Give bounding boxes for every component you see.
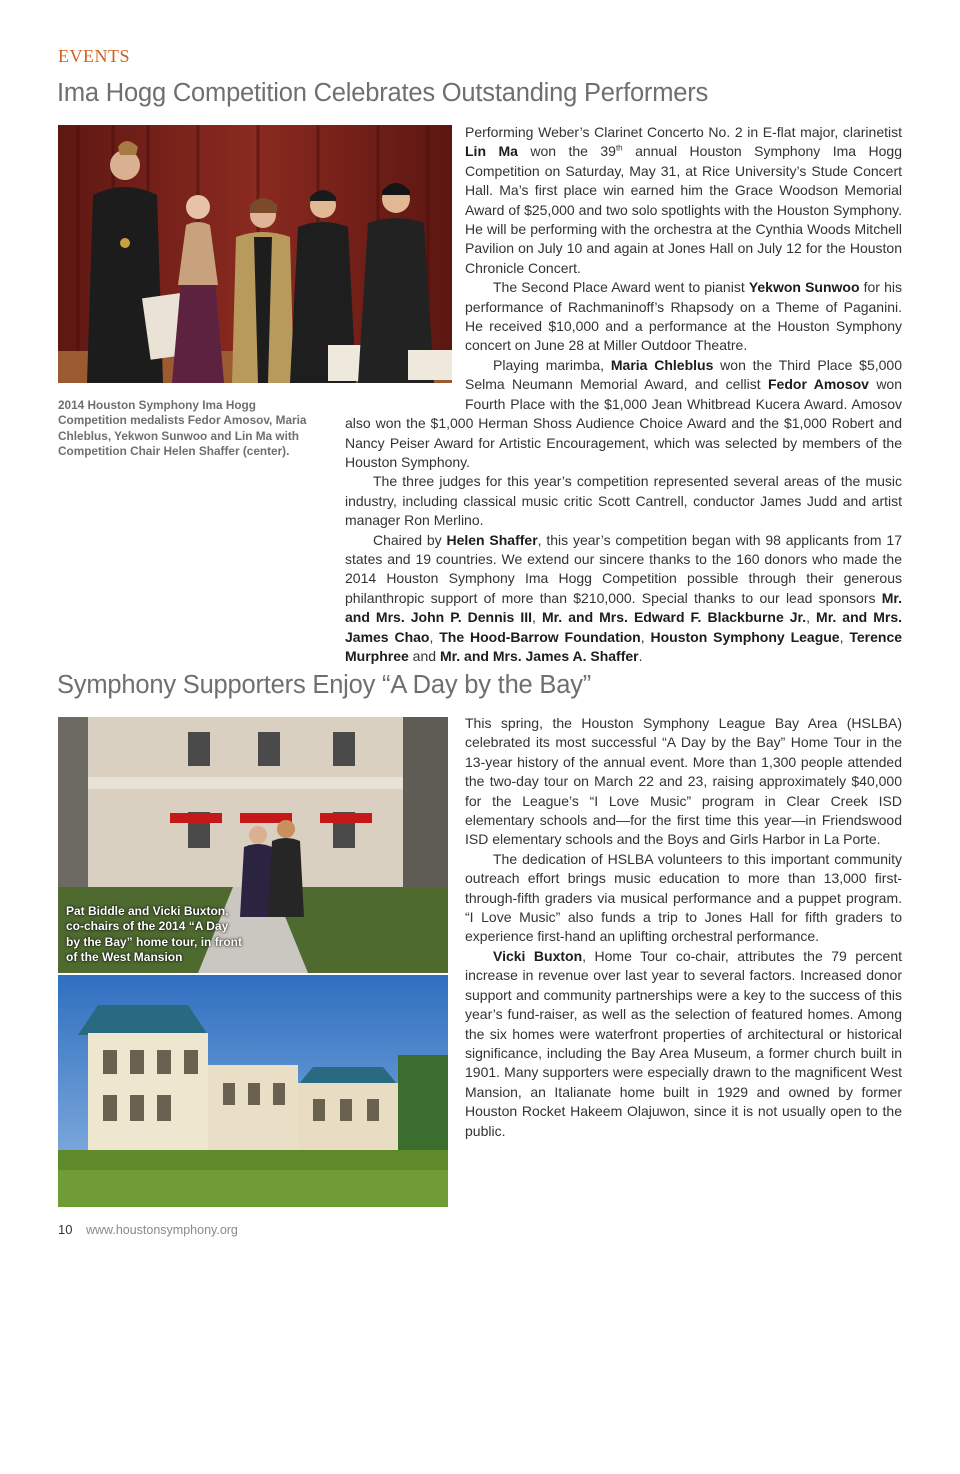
photo-caption-co-chairs: Pat Biddle and Vicki Buxton, co-chairs of the 2014 “A Day by the Bay” home tour, in front of the West Mansion (66, 904, 243, 965)
page-number: 10 (58, 1222, 73, 1237)
section-label: EVENTS (58, 46, 130, 66)
article-body-competition (345, 123, 902, 666)
paragraph: This spring, the Houston Symphony League Bay Area (HSLBA) celebrated its most successful “A Day by the Bay” Home Tour in the 13-year history of the annual event. More than 1,300 people attended the two-day tour on March 22 and 23, raising approximately $40,000 for the League’s “I Love Music” program in Clear Creek ISD elementary schools and—for the first time this year—in Friendswood ISD elementary schools and the Boys and Girls Harbor in La Porte. (465, 715, 902, 848)
article-headline-competition: Ima Hogg Competition Celebrates Outstanding Performers (57, 79, 709, 107)
paragraph: Vicki Buxton, Home Tour co-chair, attributes the 79 percent increase in revenue over last year to several factors. Increased donor support and community partnerships were a key to the success of this year’s fund-raiser, as well as the selection of featured homes. Among the six homes were waterfront properties of architectural or historical significance, including the Bay Area Museum, a former church built in 1901. Many supporters were especially drawn to the magnificent West Mansion, an Italianate home built in 1929 and owned by former Houston Rocket Hakeem Olajuwon, since it is not usually open to the public. (465, 947, 902, 1139)
paragraph: The three judges for this year’s competition represented several areas of the music industry, including classical music critic Scott Cantrell, conductor James Judd and artist manager Ron Merlino. (345, 473, 902, 529)
article-body-day-by-the-bay (345, 714, 902, 1474)
paragraph: Playing marimba, Maria Chleblus won the Third Place $5,000 Selma Neumann Memorial Award, and cellist Fedor Amosov won Fourth Place with the $1,000 Jean Whitbread Kucera Award. Amosov also won the $1,000 Herman Shoss Audience Choice Award and the $1,000 Robert and Nancy Peiser Award for Artistic Encouragement, which was selected by members of the Houston Symphony. (345, 356, 903, 470)
photo-caption-medalists: 2014 Houston Symphony Ima Hogg Competition medalists Fedor Amosov, Maria Chleblus, Yekwon Sunwoo and Lin Ma with Competition Chair Helen Shaffer (center). (58, 398, 307, 459)
paragraph: Performing Weber’s Clarinet Concerto No. 2 in E-flat major, clarinetist Lin Ma won the 39th annual Houston Symphony Ima Hogg Competition on Saturday, May 31, at Rice University’s Stude Concert Hall. Ma’s first place win earned him the Grace Woodson Memorial Award of $25,000 and two solo spotlights with the Houston Symphony. He will be performing with the orchestra at the Cynthia Woods Mitchell Pavilion on July 10 and again at Jones Hall on July 12 for the Houston Chronicle Concert. (465, 124, 902, 276)
website-url: www.houstonsymphony.org (85, 1223, 238, 1237)
paragraph: Chaired by Helen Shaffer, this year’s competition began with 98 applicants from 17 states and 19 countries. We extend our sincere thanks to the 160 donors who made the 2014 Houston Symphony Ima Hogg Competition possible through their generous philanthropic support of more than $210,000. Special thanks to our lead sponsors Mr. and Mrs. John P. Dennis III, Mr. and Mrs. Edward F. Blackburne Jr., Mr. and Mrs. James Chao, The Hood-Barrow Foundation, Houston Symphony League, Terence Murphree and Mr. and Mrs. James A. Shaffer. (345, 531, 903, 664)
article-headline-day-by-the-bay: Symphony Supporters Enjoy “A Day by the Bay” (57, 671, 592, 699)
paragraph: The Second Place Award went to pianist Yekwon Sunwoo for his performance of Rachmaninoff’s Rhapsody on a Theme of Paganini. He received $10,000 and a performance at the Houston Symphony concert on June 28 at Miller Outdoor Theatre. (465, 279, 902, 354)
paragraph: The dedication of HSLBA volunteers to this important community outreach effort brings music education to more than 13,000 first- through-fifth graders via musical performance and a puppet program. “I Love Music” also funds a trip to Jones Hall for fifth graders to experience first-hand an uplifting orchestral performance. (465, 850, 902, 945)
page-footer (58, 1222, 238, 1237)
